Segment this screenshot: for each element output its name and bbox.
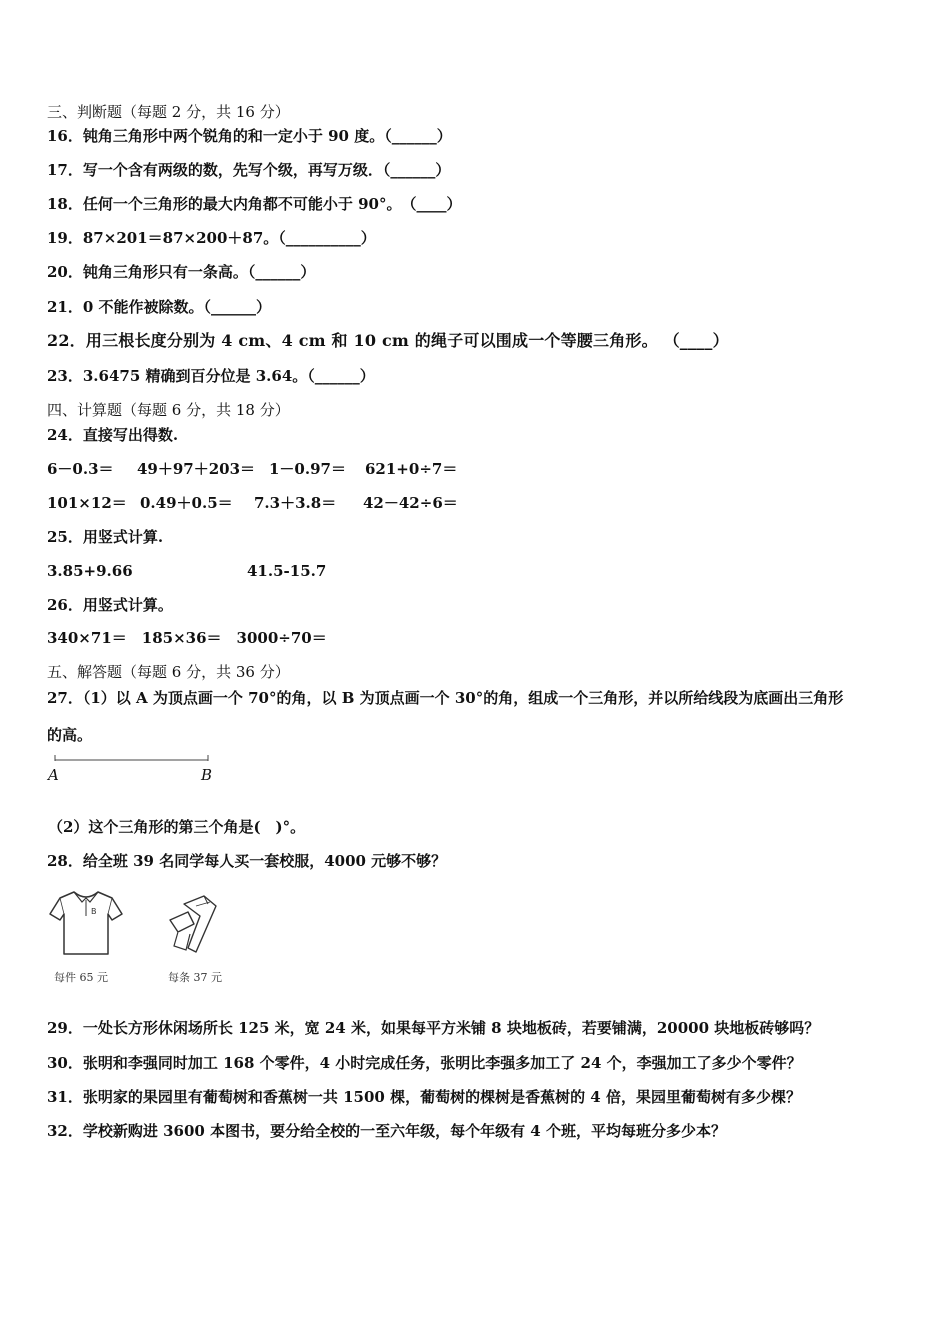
calc-item: 49＋97＋203＝ xyxy=(137,460,256,478)
vertical-calc-item: 3.85+9.66 xyxy=(47,562,133,580)
question-22: 22．用三根长度分别为 4 cm、4 cm 和 10 cm 的绳子可以围成一个等腰三角形。 （____） xyxy=(47,331,729,350)
shirt-icon xyxy=(48,888,124,960)
question-19: 19．87×201＝87×200＋87。（__________） xyxy=(47,229,376,247)
calc-item: 1－0.97＝ xyxy=(269,460,346,478)
point-b-label: B xyxy=(201,766,213,784)
question-27-line2: 的高。 xyxy=(47,726,93,744)
question-26: 26．用竖式计算。 xyxy=(47,596,173,614)
segment-ab xyxy=(50,754,220,768)
question-20: 20．钝角三角形只有一条高。（______） xyxy=(47,263,316,281)
question-30: 30．张明和李强同时加工 168 个零件，4 小时完成任务，张明比李强多加工了 24 个，李强加工了多少个零件？ xyxy=(47,1054,802,1072)
section4-title: 四、计算题（每题 6 分，共 18 分） xyxy=(47,401,290,419)
calc-item: 101×12＝ xyxy=(47,494,127,512)
question-28: 28．给全班 39 名同学每人买一套校服，4000 元够不够？ xyxy=(47,852,447,870)
calc-item: 6－0.3＝ xyxy=(47,460,114,478)
calc-item: 42－42÷6＝ xyxy=(363,494,458,512)
shirt-caption: 每件 65 元 xyxy=(54,971,108,984)
vertical-calc-item: 41.5-15.7 xyxy=(247,562,327,580)
question-29: 29．一处长方形休闲场所长 125 米，宽 24 米，如果每平方米铺 8 块地板砖，若要铺满，20000 块地板砖够吗？ xyxy=(47,1019,820,1037)
question-27-line1: 27．（1）以 A 为顶点画一个 70°的角，以 B 为顶点画一个 30°的角，组成一个三角形，并以所给线段为底画出三角形 xyxy=(47,689,844,707)
question-24: 24．直接写出得数. xyxy=(47,426,179,444)
question-23: 23．3.6475 精确到百分位是 3.64。（______） xyxy=(47,367,375,385)
calc-item: 621+0÷7＝ xyxy=(365,460,458,478)
pants-icon xyxy=(164,890,224,962)
section3-title: 三、判断题（每题 2 分，共 16 分） xyxy=(47,103,290,121)
question-17: 17．写一个含有两级的数，先写个级，再写万级．（______） xyxy=(47,161,451,179)
question-27-part2: （2）这个三角形的第三个角是( )°。 xyxy=(48,818,306,836)
section5-title: 五、解答题（每题 6 分，共 36 分） xyxy=(47,663,290,681)
calc-item: 0.49＋0.5＝ xyxy=(140,494,233,512)
question-31: 31．张明家的果园里有葡萄树和香蕉树一共 1500 棵，葡萄树的棵树是香蕉树的 4 倍，果园里葡萄树有多少棵？ xyxy=(47,1088,801,1106)
question-25: 25．用竖式计算. xyxy=(47,528,164,546)
question-16: 16．钝角三角形中两个锐角的和一定小于 90 度。（______） xyxy=(47,127,452,145)
question-21: 21．0 不能作被除数。（______） xyxy=(47,298,272,316)
calc-item: 7.3＋3.8＝ xyxy=(254,494,337,512)
pants-caption: 每条 37 元 xyxy=(168,971,222,984)
svg-text:B: B xyxy=(91,907,97,916)
point-a-label: A xyxy=(48,766,59,784)
question-18: 18．任何一个三角形的最大内角都不可能小于 90°。 （____） xyxy=(47,195,462,213)
question-26-items: 340×71＝ 185×36＝ 3000÷70＝ xyxy=(47,629,327,647)
question-32: 32．学校新购进 3600 本图书，要分给全校的一至六年级，每个年级有 4 个班，平均每班分多少本？ xyxy=(47,1122,726,1140)
